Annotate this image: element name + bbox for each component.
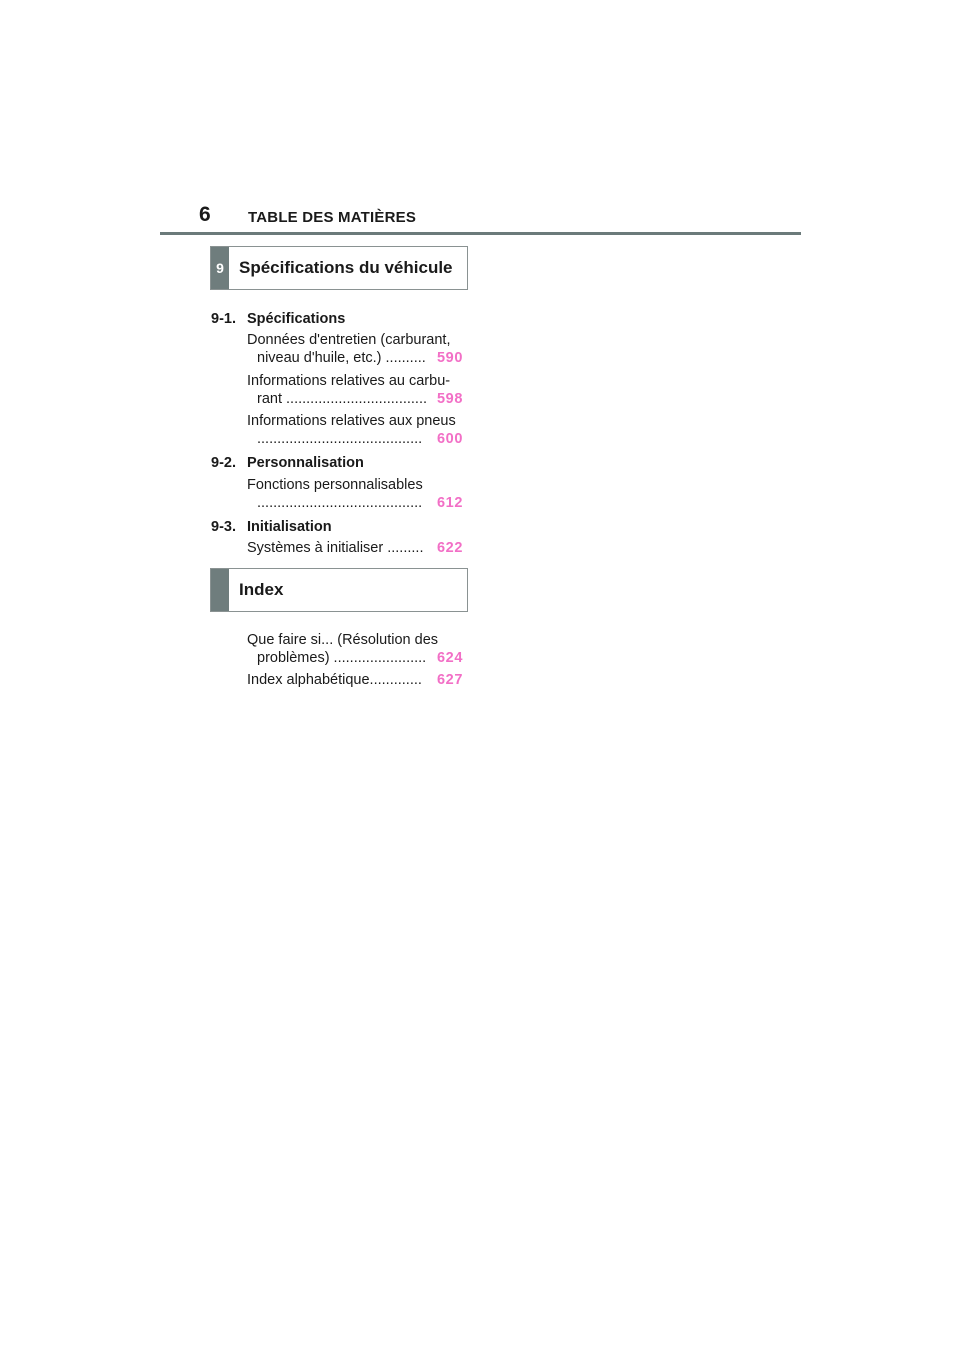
- toc-group-9-1-number: 9-1.: [211, 311, 236, 327]
- toc-entry-line: Informations relatives au carbu-: [247, 373, 451, 389]
- toc-page-link[interactable]: 627: [437, 672, 463, 688]
- section-9-box: [210, 246, 468, 290]
- toc-entry-line: Fonctions personnalisables: [247, 477, 423, 493]
- toc-entry-line: Index alphabétique.............: [247, 672, 422, 688]
- header-rule: [160, 232, 801, 235]
- toc-entry-line: rant ...................................: [257, 391, 428, 407]
- toc-group-9-2-heading[interactable]: Personnalisation: [247, 455, 364, 471]
- toc-entry-line: Informations relatives aux pneus: [247, 413, 456, 429]
- toc-group-9-2-number: 9-2.: [211, 455, 236, 471]
- toc-page-link[interactable]: 622: [437, 540, 463, 556]
- index-section-title: Index: [239, 580, 284, 599]
- toc-page-link[interactable]: 600: [437, 431, 463, 447]
- index-section-box: [210, 568, 468, 612]
- toc-entry-line: niveau d'huile, etc.) ..........: [257, 350, 426, 366]
- toc-group-9-1-heading[interactable]: Spécifications: [247, 311, 346, 327]
- toc-page-link[interactable]: 598: [437, 391, 463, 407]
- toc-entry-line: .........................................: [257, 431, 423, 447]
- section-9-tab: 9: [211, 247, 229, 289]
- page-number: 6: [199, 203, 211, 226]
- toc-page-link[interactable]: 612: [437, 495, 463, 511]
- toc-entry-line: Que faire si... (Résolution des: [247, 632, 439, 648]
- page-header-title: TABLE DES MATIÈRES: [248, 209, 417, 226]
- toc-page-link[interactable]: 624: [437, 650, 463, 666]
- toc-group-9-3-number: 9-3.: [211, 519, 236, 535]
- index-section-tab: [211, 569, 229, 611]
- toc-group-9-3-heading[interactable]: Initialisation: [247, 519, 332, 535]
- toc-entry-line: problèmes) .......................: [257, 650, 427, 666]
- toc-entry-line: .........................................: [257, 495, 423, 511]
- toc-entry-line: Systèmes à initialiser .........: [247, 540, 424, 556]
- section-9-title: Spécifications du véhicule: [239, 258, 453, 277]
- toc-page-link[interactable]: 590: [437, 350, 463, 366]
- toc-entry-line: Données d'entretien (carburant,: [247, 332, 451, 348]
